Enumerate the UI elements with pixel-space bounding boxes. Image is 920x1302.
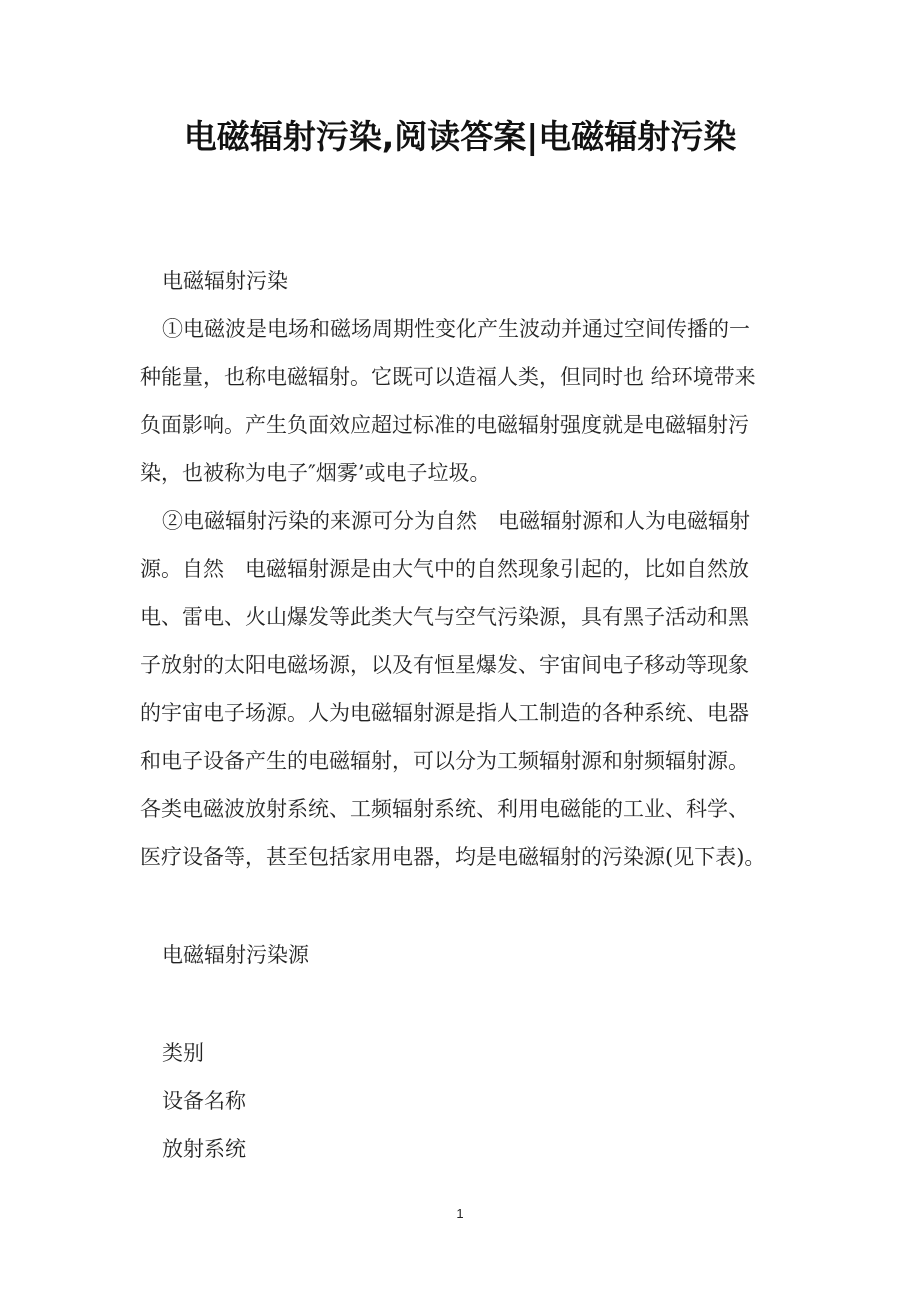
table-caption: 电磁辐射污染源 xyxy=(162,943,309,967)
paragraph-line: ②电磁辐射污染的来源可分为自然 电磁辐射源和人为电磁辐射 xyxy=(162,509,750,533)
document-title: 电磁辐射污染,阅读答案|电磁辐射污染 xyxy=(183,117,737,156)
paragraph-line: 和电子设备产生的电磁辐射，可以分为工频辐射源和射频辐射源。 xyxy=(140,749,749,773)
paragraph-line: 医疗设备等，甚至包括家用电器，均是电磁辐射的污染源(见下表)。 xyxy=(140,845,766,869)
paragraph-line: 电、雷电、火山爆发等此类大气与空气污染源，具有黑子活动和黑 xyxy=(140,605,749,629)
paragraph-line: 染，也被称为电子″烟雾’或电子垃圾。 xyxy=(140,461,491,485)
paragraph-line: 源。自然 电磁辐射源是由大气中的自然现象引起的，比如自然放 xyxy=(140,557,749,581)
paragraph-line: ①电磁波是电场和磁场周期性变化产生波动并通过空间传播的一 xyxy=(162,317,750,341)
paragraph-line: 的宇宙电子场源。人为电磁辐射源是指人工制造的各种系统、电器 xyxy=(140,701,749,725)
table-cell: 设备名称 xyxy=(162,1089,246,1113)
table-cell: 类别 xyxy=(162,1041,204,1065)
paragraph-line: 负面影响。产生负面效应超过标准的电磁辐射强度就是电磁辐射污 xyxy=(140,413,749,437)
paragraph-line: 各类电磁波放射系统、工频辐射系统、利用电磁能的工业、科学、 xyxy=(140,797,749,821)
table-cell: 放射系统 xyxy=(162,1137,246,1161)
page-number: 1 xyxy=(456,1206,464,1221)
paragraph-line: 种能量，也称电磁辐射。它既可以造福人类，但同时也 给环境带来 xyxy=(140,365,756,389)
paragraph-line: 子放射的太阳电磁场源，以及有恒星爆发、宇宙间电子移动等现象 xyxy=(140,653,749,677)
section-heading: 电磁辐射污染 xyxy=(162,269,288,293)
